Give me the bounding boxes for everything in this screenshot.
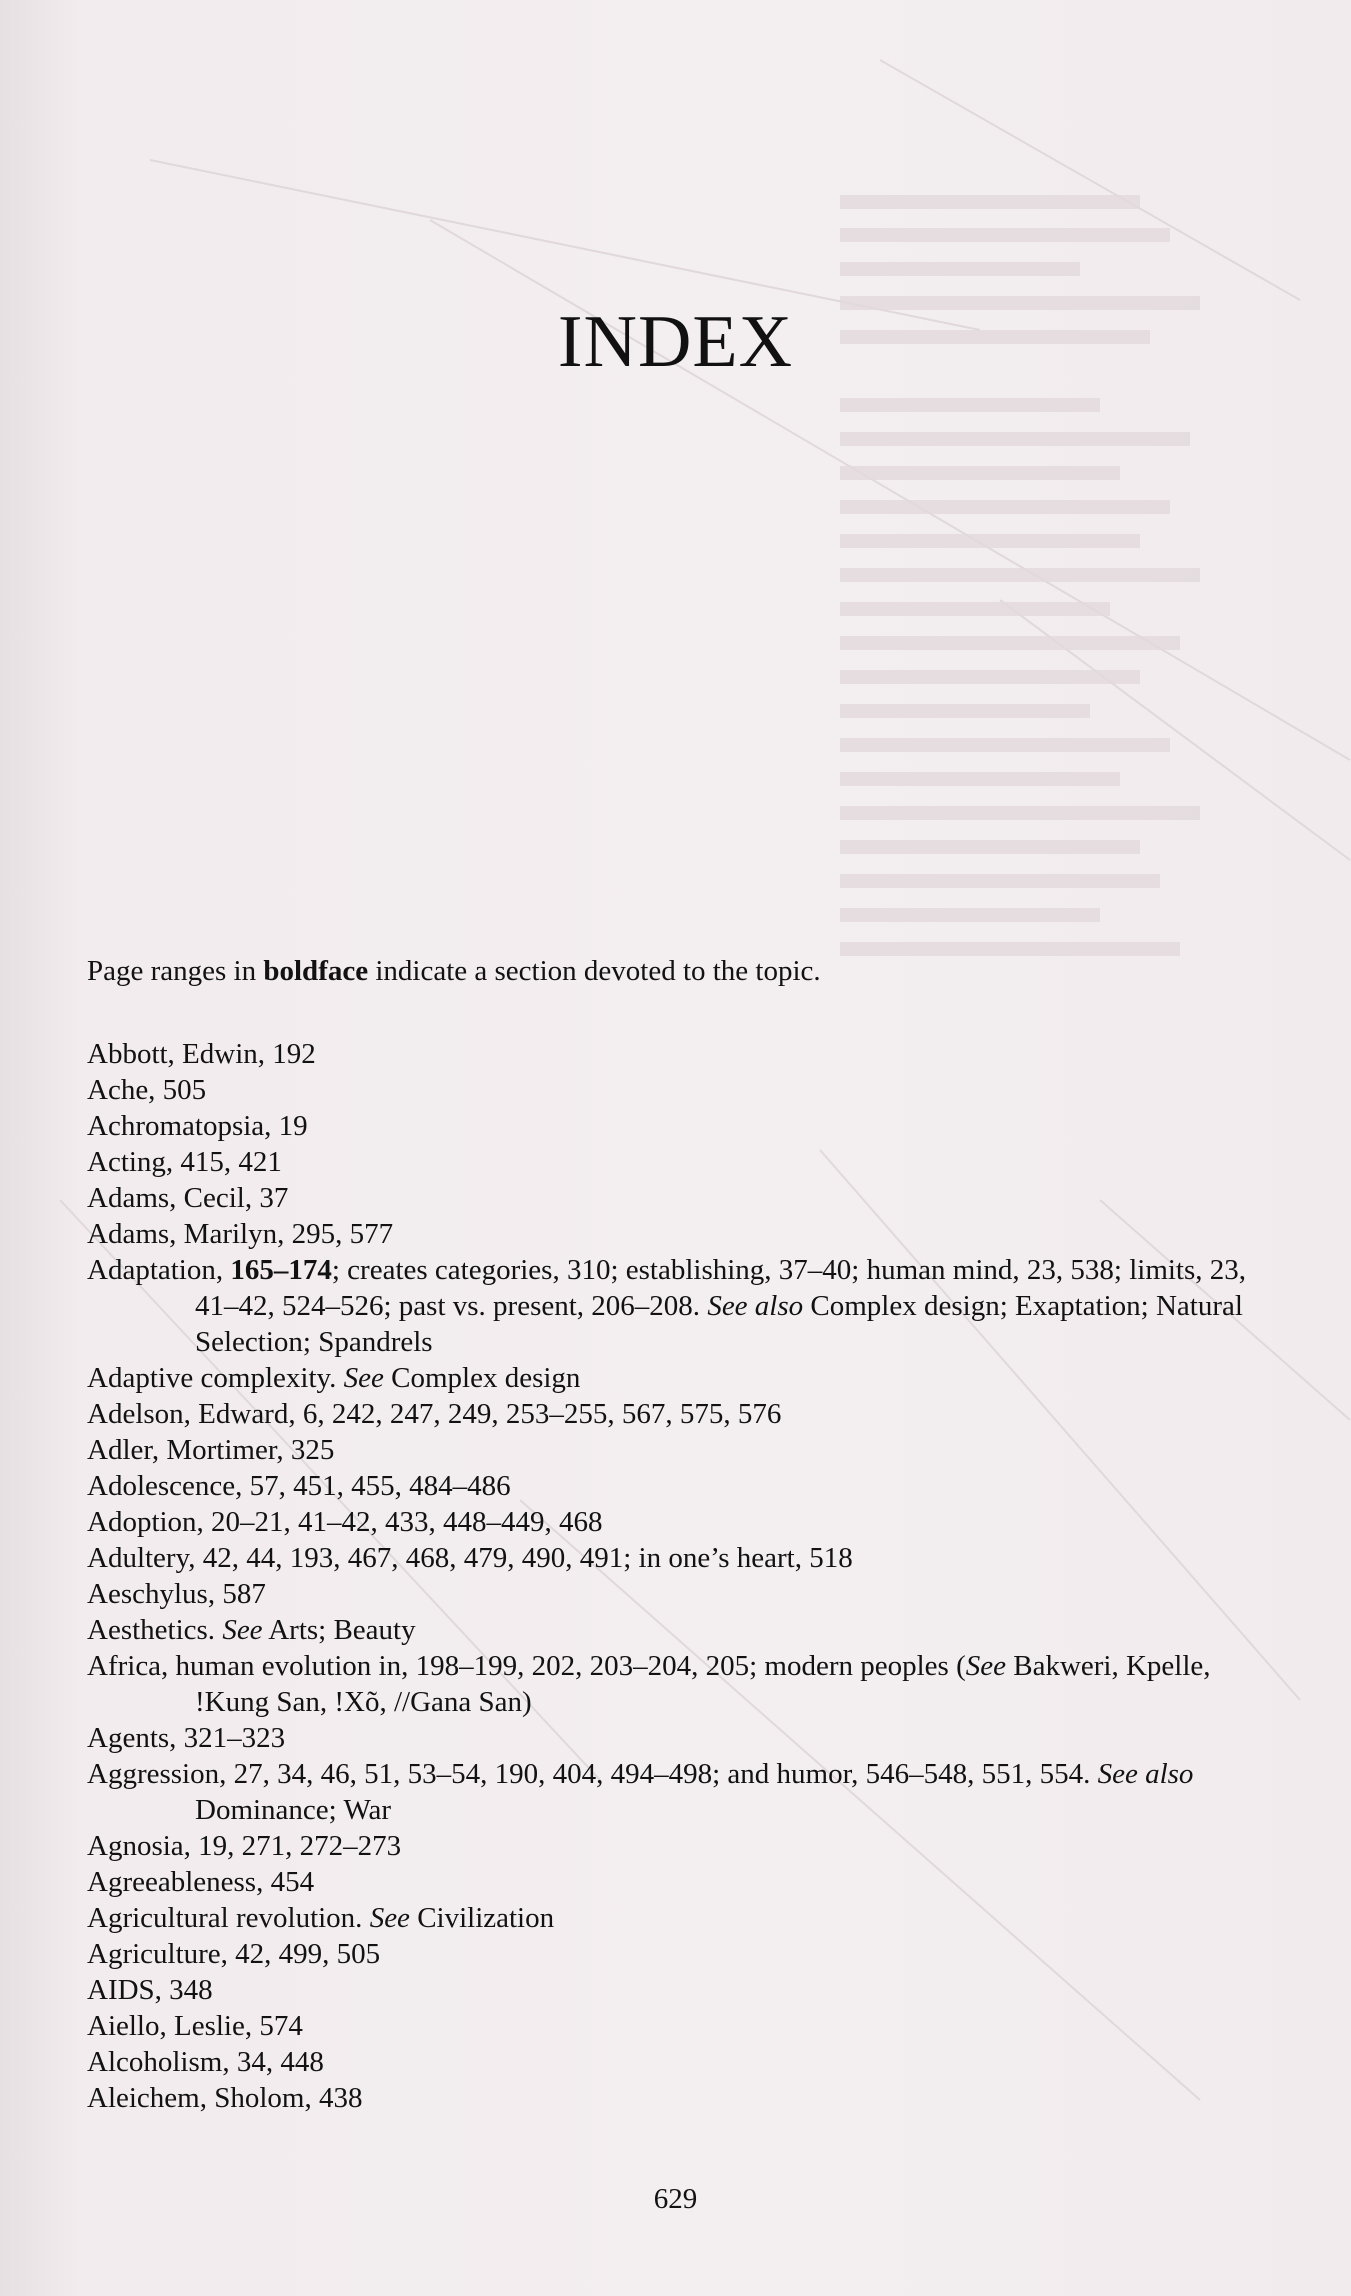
entry-text: Adelson, Edward, 6, 242, 247, 249, 253–255, 567, 575, 576: [87, 1398, 782, 1430]
index-entry: [87, 2008, 1267, 2044]
index-entry: [87, 1756, 1267, 1828]
entry-text: Adolescence, 57, 451, 455, 484–486: [87, 1470, 511, 1502]
entry-text: Adams, Cecil, 37: [87, 1182, 289, 1214]
index-entry: [87, 1108, 1267, 1144]
page-title: INDEX: [557, 301, 794, 383]
index-entry: [87, 1612, 1267, 1648]
entry-bold-range: 165–174: [230, 1254, 332, 1286]
entry-text: Complex design: [383, 1362, 581, 1394]
entry-text: Abbott, Edwin, 192: [87, 1038, 316, 1070]
entry-text: Aleichem, Sholom, 438: [87, 2082, 363, 2114]
entry-text: Alcoholism, 34, 448: [87, 2046, 324, 2078]
entry-text: Arts; Beauty: [262, 1614, 416, 1646]
entry-text: Achromatopsia, 19: [87, 1110, 308, 1142]
index-entry: [87, 1504, 1267, 1540]
entry-text: Africa, human evolution in, 198–199, 202, 203–204, 205; modern peoples (: [87, 1650, 966, 1682]
entry-text: Agreeableness, 454: [87, 1866, 315, 1898]
entry-cross-reference: See: [343, 1362, 384, 1394]
entry-text: Aggression, 27, 34, 46, 51, 53–54, 190, 404, 494–498; and humor, 546–548, 551, 554.: [87, 1758, 1098, 1790]
index-entry-list: [87, 1036, 1267, 2116]
note-text: indicate a section devoted to the topic.: [368, 955, 821, 987]
entry-text: Aesthetics.: [87, 1614, 223, 1646]
index-entry: [87, 2080, 1267, 2116]
entry-text: Civilization: [409, 1902, 555, 1934]
entry-text: Aeschylus, 587: [87, 1578, 266, 1610]
entry-text: Adaptation,: [87, 1254, 231, 1286]
entry-text: Agricultural revolution.: [87, 1902, 370, 1934]
entry-text: Ache, 505: [87, 1074, 207, 1106]
entry-text: Adultery, 42, 44, 193, 467, 468, 479, 490, 491; in one’s heart, 518: [87, 1542, 853, 1574]
entry-cross-reference: See: [369, 1902, 410, 1934]
index-entry: [87, 1648, 1267, 1720]
index-entry: [87, 1936, 1267, 1972]
entry-text: ; creates categories, 310; establishing, 37–40; human mind, 23, 538; limits, 23, 41–42, 524–526; past vs. present, 206–208.: [195, 1254, 1247, 1322]
boldface-note: [87, 953, 821, 989]
index-entry: [87, 1576, 1267, 1612]
index-entry: [87, 1396, 1267, 1432]
entry-text: Adams, Marilyn, 295, 577: [87, 1218, 394, 1250]
entry-cross-reference: See: [965, 1650, 1006, 1682]
index-entry: [87, 1252, 1267, 1360]
entry-cross-reference: See also: [1097, 1758, 1194, 1790]
index-entry: [87, 1972, 1267, 2008]
entry-text: Adoption, 20–21, 41–42, 433, 448–449, 468: [87, 1506, 603, 1538]
index-entry: [87, 2044, 1267, 2080]
index-entry: [87, 1360, 1267, 1396]
entry-text: Aiello, Leslie, 574: [87, 2010, 303, 2042]
entry-text: Adaptive complexity.: [87, 1362, 344, 1394]
entry-cross-reference: See also: [707, 1290, 804, 1322]
note-text: Page ranges in: [87, 955, 264, 987]
entry-text: Dominance; War: [195, 1794, 392, 1826]
index-entry: [87, 1216, 1267, 1252]
index-entry: [87, 1072, 1267, 1108]
index-entry: [87, 1540, 1267, 1576]
entry-cross-reference: See: [222, 1614, 263, 1646]
index-entry: [87, 1828, 1267, 1864]
index-entry: [87, 1036, 1267, 1072]
entry-text: Agents, 321–323: [87, 1722, 286, 1754]
entry-text: Adler, Mortimer, 325: [87, 1434, 335, 1466]
index-entry: [87, 1180, 1267, 1216]
page-number: 629: [653, 2183, 698, 2215]
index-entry: [87, 1432, 1267, 1468]
entry-text: Agriculture, 42, 499, 505: [87, 1938, 381, 1970]
index-entry: [87, 1900, 1267, 1936]
index-entry: [87, 1468, 1267, 1504]
entry-text: AIDS, 348: [87, 1974, 213, 2006]
entry-text: Agnosia, 19, 271, 272–273: [87, 1830, 402, 1862]
index-entry: [87, 1864, 1267, 1900]
entry-text: Acting, 415, 421: [87, 1146, 282, 1178]
entry-text: Bakweri, Kpelle, !Kung San, !Xõ, //Gana San): [195, 1650, 1211, 1718]
index-entry: [87, 1720, 1267, 1756]
index-entry: [87, 1144, 1267, 1180]
note-bold-word: boldface: [263, 955, 369, 987]
entry-text: Complex design; Exaptation; Natural Selection; Spandrels: [195, 1290, 1243, 1358]
